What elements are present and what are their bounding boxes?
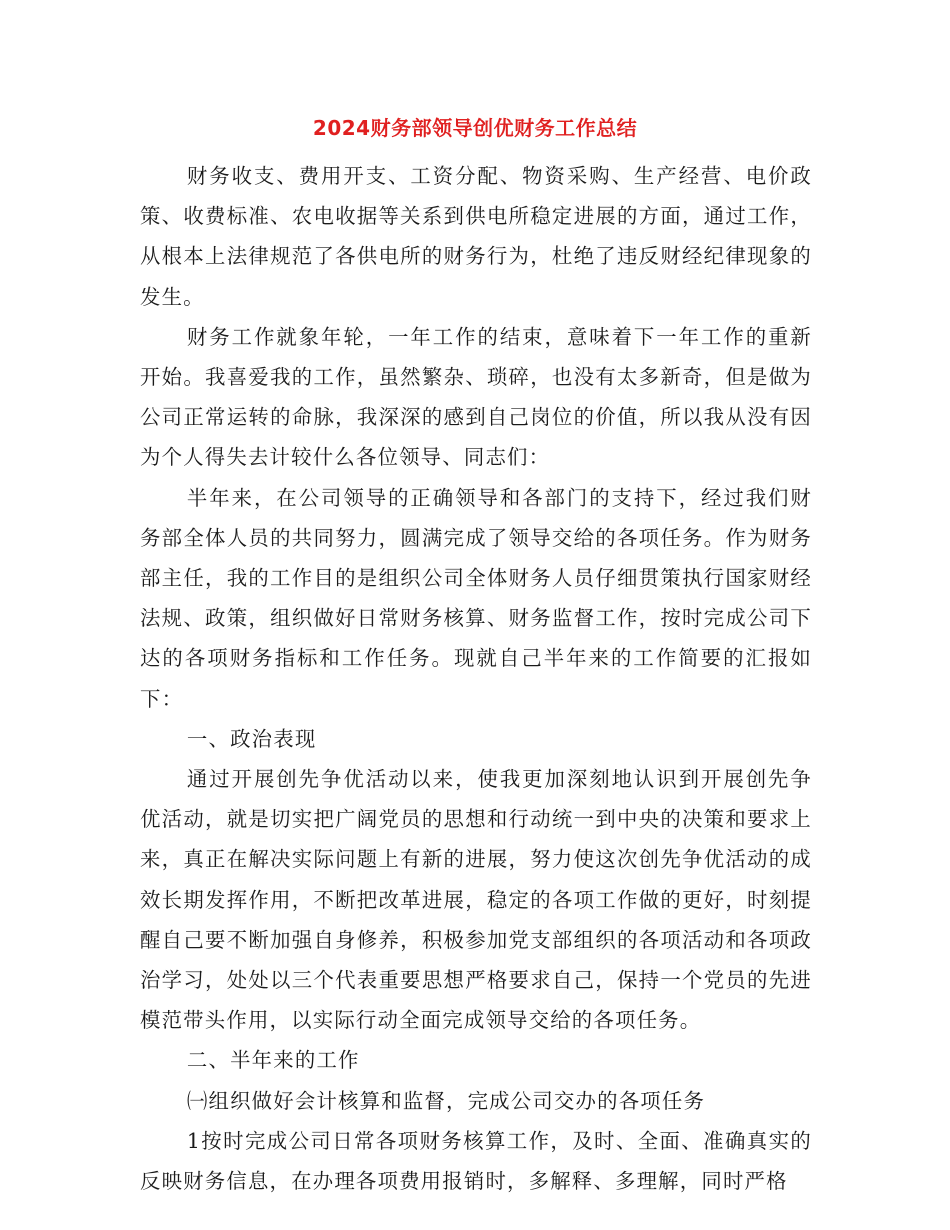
paragraph-annual-ring: 财务工作就象年轮，一年工作的结束，意味着下一年工作的重新开始。我喜爱我的工作，虽然繁杂、琐碎，也没有太多新奇，但是做为公司正常运转的命脉，我深深的感到自己岗位的价值，所以我从没有因为个人得失去计较什么各位领导、同志们： bbox=[140, 324, 812, 470]
section-heading-political: 一、政治表现 bbox=[186, 726, 317, 751]
document-body bbox=[140, 156, 812, 1201]
paragraph-half-year-summary: 半年来，在公司领导的正确领导和各部门的支持下，经过我们财务部全体人员的共同努力，圆满完成了领导交给的各项任务。作为财务部主任，我的工作目的是组织公司全体财务人员仔细贯策执行国家财经法规、政策，组织做好日常财务核算、财务监督工作，按时完成公司下达的各项财务指标和工作任务。现就自己半年来的工作简要的汇报如下： bbox=[140, 485, 812, 711]
paragraph-item-1: 1按时完成公司日常各项财务核算工作，及时、全面、准确真实的反映财务信息，在办理各项费用报销时，多解释、多理解，同时严格 bbox=[140, 1128, 812, 1194]
section-heading-work: 二、半年来的工作 bbox=[186, 1048, 360, 1073]
subsection-heading-accounting: ㈠组织做好会计核算和监督，完成公司交办的各项任务 bbox=[186, 1088, 706, 1113]
paragraph-intro: 财务收支、费用开支、工资分配、物资采购、生产经营、电价政策、收费标准、农电收据等关系到供电所稳定进展的方面，通过工作，从根本上法律规范了各供电所的财务行为，杜绝了违反财经纪律现象的发生。 bbox=[140, 164, 812, 309]
paragraph-political: 通过开展创先争优活动以来，使我更加深刻地认识到开展创先争优活动，就是切实把广阔党员的思想和行动统一到中央的决策和要求上来，真正在解决实际问题上有新的进展，努力使这次创先争优活动的成效长期发挥作用，不断把改革进展，稳定的各项工作做的更好，时刻提醒自己要不断加强自身修养，积极参加党支部组织的各项活动和各项政治学习，处处以三个代表重要思想严格要求自己，保持一个党员的先进模范带头作用，以实际行动全面完成领导交给的各项任务。 bbox=[140, 767, 812, 1033]
document-title: 2024财务部领导创优财务工作总结 bbox=[312, 116, 638, 140]
